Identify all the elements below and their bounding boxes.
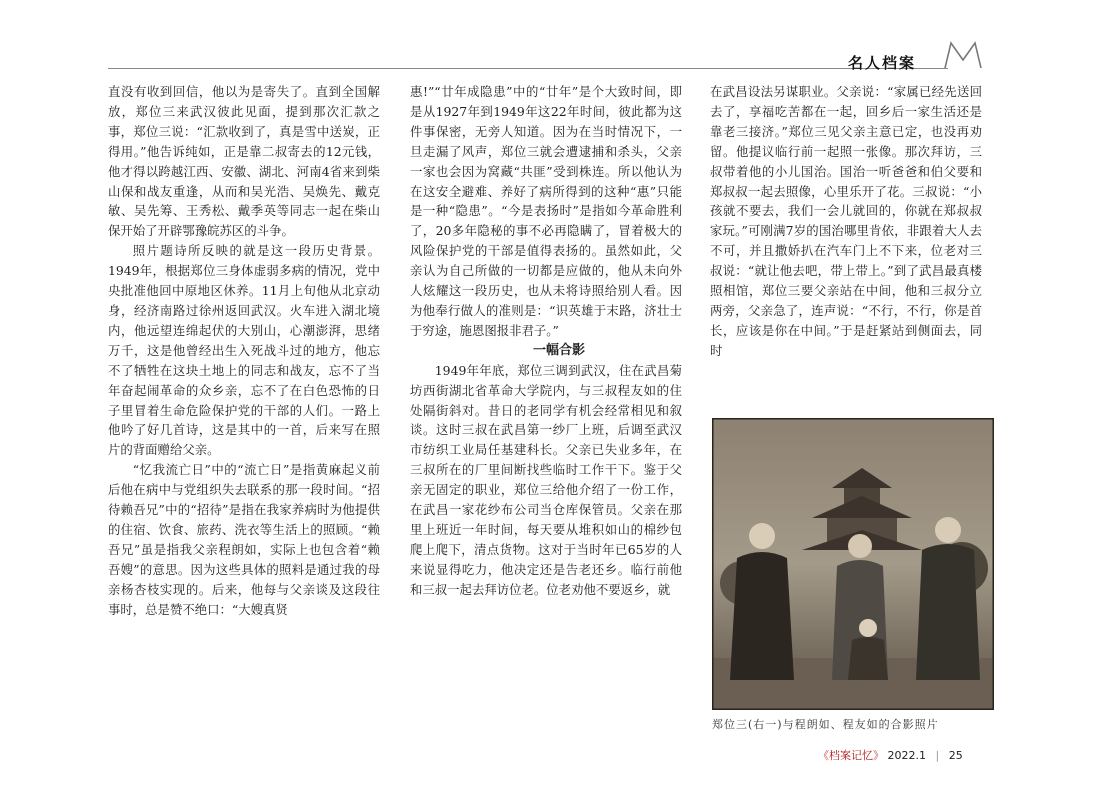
paragraph: 1949年年底，郑位三调到武汉，住在武昌菊坊西街湖北省革命大学院内，与三叔程友如的住处隔街斜对。昔日的老同学有机会经常相见和叙谈。这时三叔在武昌第一纱厂上班，后调至武汉市纺织工业局任基建科长。父亲已失业多年，在三叔所在的厂里间断找些临时工作干下。鉴于父亲无固定的职业，郑位三给他介绍了一份工作，在武昌一家花纱布公司当仓库保管员。父亲在那里上班近一年时间，每天要从堆积如山的棉纱包爬上爬下，清点货物。这对于当时年已65岁的人来说显得吃力，他决定还是告老还乡。临行前他和三叔一起去拜访位老。位老劝他不要返乡，就 xyxy=(410,362,682,597)
journal-name: 《档案记忆》 xyxy=(818,749,884,762)
header-rule xyxy=(108,68,948,69)
paragraph: 照片题诗所反映的就是这一段历史背景。1949年，根据郑位三身体虚弱多病的情况，党中央批准他回中原地区休养。11月上旬他从北京动身，经济南路过徐州返回武汉。火车进入湖北境内，他远望连绵起伏的大别山，心潮澎湃，思绪万千，这是他曾经出生入死战斗过的地方，他忘不了牺牲在这块土地上的同志和战友，忘不了当年奋起闹革命的众乡亲，忘不了在白色恐怖的日子里冒着生命危险保护党的干部的人们。一路上他吟了好几首诗，这是其中的一首，后来写在照片的背面赠给父亲。 xyxy=(108,243,380,458)
paragraph: 直没有收到回信，他以为是寄失了。直到全国解放，郑位三来武汉彼此见面，提到那次汇款之事，郑位三说：“汇款收到了，真是雪中送炭，正得用。”他告诉纯如，正是靠二叔寄去的12元钱，他才得以跨越江西、安徽、湖北、河南4省来到柴山保和战友重逢，从而和吴光浩、吴焕先、戴克敏、吴先筹、王秀松、戴季英等同志一起在柴山保开始了开辟鄂豫皖苏区的斗争。 xyxy=(108,84,380,239)
text-column-2 xyxy=(410,82,682,732)
section-title: 名人档案 xyxy=(848,54,917,72)
page-number: 25 xyxy=(948,749,963,762)
page-footer xyxy=(818,747,963,763)
footer-separator: | xyxy=(935,749,940,762)
paragraph: “忆我流亡日”中的“流亡日”是指黄麻起义前后他在病中与党组织失去联系的那一段时间。“招待赖吾兄”中的“招待”是指在我家养病时为他提供的住宿、饮食、旅药、洗衣等生活上的照顾。“赖吾兄”虽是指我父亲程朗如，实际上也包含着“赖吾嫂”的意思。因为这些具体的照料是通过我的母亲杨杏枝实现的。后来，他每与父亲谈及这段往事时，总是赞不绝口：“大嫂真贤 xyxy=(108,462,380,617)
text-column-1 xyxy=(108,82,380,732)
paragraph: 惠!”“廿年成隐患”中的“廿年”是个大致时间，即是从1927年到1949年这22年时间，彼此都为这件事保密，无旁人知道。因为在当时情况下，一旦走漏了风声，郑位三就会遭逮捕和杀头，父亲一家也会因为窝藏“共匪”受到株连。所以他认为在这安全避难、养好了病所得到的这种“惠”只能是一种“隐患”。“今是表扬时”是指如今革命胜利了，20多年隐秘的事不必再隐瞒了，冒着极大的风险保护党的干部是值得表扬的。虽然如此，父亲认为自己所做的一切都是应做的，他从未向外人炫耀这一段历史，也从未将诗照给别人看。因为他奉行做人的准则是：“识英雄于末路，济壮士于穷途，施恩图报非君子。” xyxy=(410,84,682,338)
text-column-3 xyxy=(710,82,982,422)
group-photo xyxy=(712,418,994,710)
photo-caption: 郑位三(右一)与程朗如、程友如的合影照片 xyxy=(712,718,939,731)
paragraph: 在武昌设法另谋职业。父亲说：“家属已经先送回去了，享福吃苦都在一起，回乡后一家生活还是靠老三接济。”郑位三见父亲主意已定，也没再劝留。他提议临行前一起照一张像。那次拜访，三叔带着他的小儿国治。国治一听爸爸和伯父要和郑叔叔一起去照像，心里乐开了花。三叔说：“小孩就不要去，我们一会儿就回的，你就在郑叔叔家玩。”可刚满7岁的国治哪里肯依，非跟着大人去不可，并且撒娇扒在汽车门上不下来，位老对三叔说：“就让他去吧，带上带上。”到了武昌最真楼照相馆，郑位三要父亲站在中间，他和三叔分立两旁，父亲急了，连声说：“不行，不行，你是首长，应该是你在中间。”于是赶紧站到侧面去，同时 xyxy=(710,84,982,358)
section-logo-m-icon xyxy=(942,40,984,70)
subheading: 一幅合影 xyxy=(532,342,585,358)
issue-number: 2022.1 xyxy=(887,749,926,762)
